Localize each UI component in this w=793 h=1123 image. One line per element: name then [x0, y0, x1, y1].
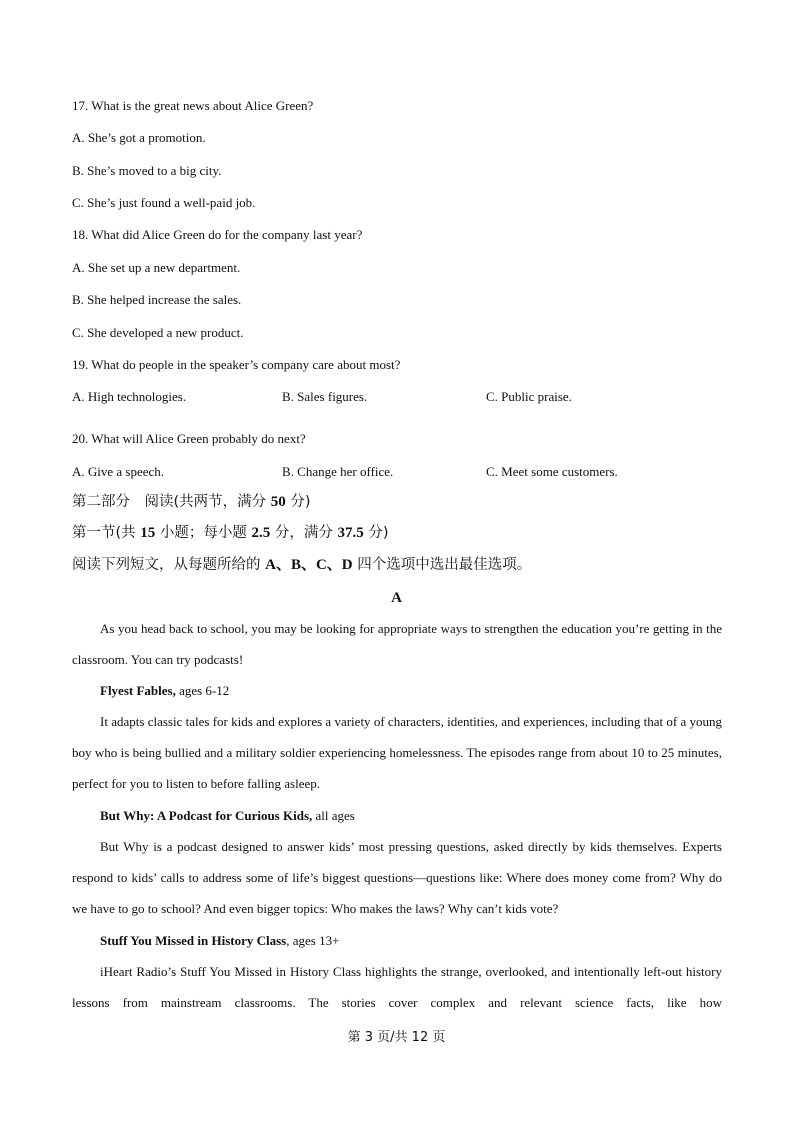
q19-option-b: B. Sales figures. — [282, 389, 368, 404]
sub-title-2: 小题；每小题 — [155, 525, 252, 541]
part-title-suffix: 分) — [285, 494, 311, 510]
sub-title-1: 第一节(共 — [72, 525, 141, 541]
page-number: 第 3 页/共 12 页 — [347, 1030, 446, 1045]
passage-intro: As you head back to school, you may be looking for appropriate ways to strengthen the education you’re getting in the classroom. You can try podcasts! — [72, 621, 722, 668]
sub-each: 2.5 — [251, 525, 271, 541]
podcast-title-2: But Why: A Podcast for Curious Kids, — [100, 808, 313, 823]
podcast-ages-3: , ages 13+ — [286, 933, 340, 948]
podcast-heading-3 — [100, 934, 339, 947]
podcast-ages-1: ages 6-12 — [175, 683, 230, 698]
q17-option-c: C. She’s just found a well-paid job. — [72, 195, 256, 210]
podcast-ages-2: all ages — [312, 808, 355, 823]
q20-option-b: B. Change her office. — [282, 464, 394, 479]
podcast-title-3: Stuff You Missed in History Class — [100, 933, 287, 948]
q17-option-a: A. She’s got a promotion. — [72, 130, 206, 145]
q17-option-b: B. She’s moved to a big city. — [72, 163, 222, 178]
q19-option-c: C. Public praise. — [486, 389, 572, 404]
part-score: 50 — [270, 494, 286, 510]
podcast-heading-1 — [100, 684, 229, 697]
podcast-body-3: iHeart Radio’s Stuff You Missed in History Class highlights the strange, overlooked, and intentionally left-out history lessons from mainstream classrooms. The stories cover complex and relevant science facts, like how — [72, 964, 722, 1011]
q18-option-a: A. She set up a new department. — [72, 260, 241, 275]
podcast-title-1: Flyest Fables, — [100, 683, 176, 698]
q18-option-b: B. She helped increase the sales. — [72, 292, 242, 307]
q20-option-a: A. Give a speech. — [72, 464, 165, 479]
q20-option-c: C. Meet some customers. — [486, 464, 618, 479]
q18-option-c: C. She developed a new product. — [72, 325, 244, 340]
question-19: 19. What do people in the speaker’s company care about most? — [72, 357, 401, 372]
part-two-heading — [72, 495, 311, 510]
part-title-prefix: 第二部分 阅读(共两节，满分 — [72, 494, 271, 510]
question-18: 18. What did Alice Green do for the company last year? — [72, 227, 363, 242]
instruction-prefix: 阅读下列短文，从每题所给的 — [72, 557, 266, 573]
reading-instruction — [72, 558, 531, 573]
podcast-body-2: But Why is a podcast designed to answer kids’ most pressing questions, asked directly by kids themselves. Experts respond to kids’ calls to address some of life’s biggest questions—questions like: Where does money come from? Why do we have to go to school? And even bigger topics: Who makes the laws? Why can’t kids vote? — [72, 839, 722, 917]
podcast-heading-2 — [100, 809, 355, 822]
section-one-heading — [72, 526, 389, 541]
sub-title-4: 分) — [363, 525, 389, 541]
passage-letter: A — [391, 590, 402, 606]
podcast-body-1: It adapts classic tales for kids and explores a variety of characters, identities, and experiences, including that of a young boy who is being bullied and a military soldier experiencing homelessness. The episodes range from about 10 to 25 minutes, perfect for you to listen to before falling asleep. — [72, 714, 722, 792]
question-17: 17. What is the great news about Alice Green? — [72, 98, 314, 113]
instruction-options: A、B、C、D — [265, 557, 353, 573]
sub-total: 37.5 — [337, 525, 364, 541]
sub-title-3: 分，满分 — [270, 525, 338, 541]
q19-option-a: A. High technologies. — [72, 389, 187, 404]
question-20: 20. What will Alice Green probably do next? — [72, 431, 306, 446]
instruction-suffix: 四个选项中选出最佳选项。 — [352, 557, 532, 573]
sub-count: 15 — [140, 525, 156, 541]
